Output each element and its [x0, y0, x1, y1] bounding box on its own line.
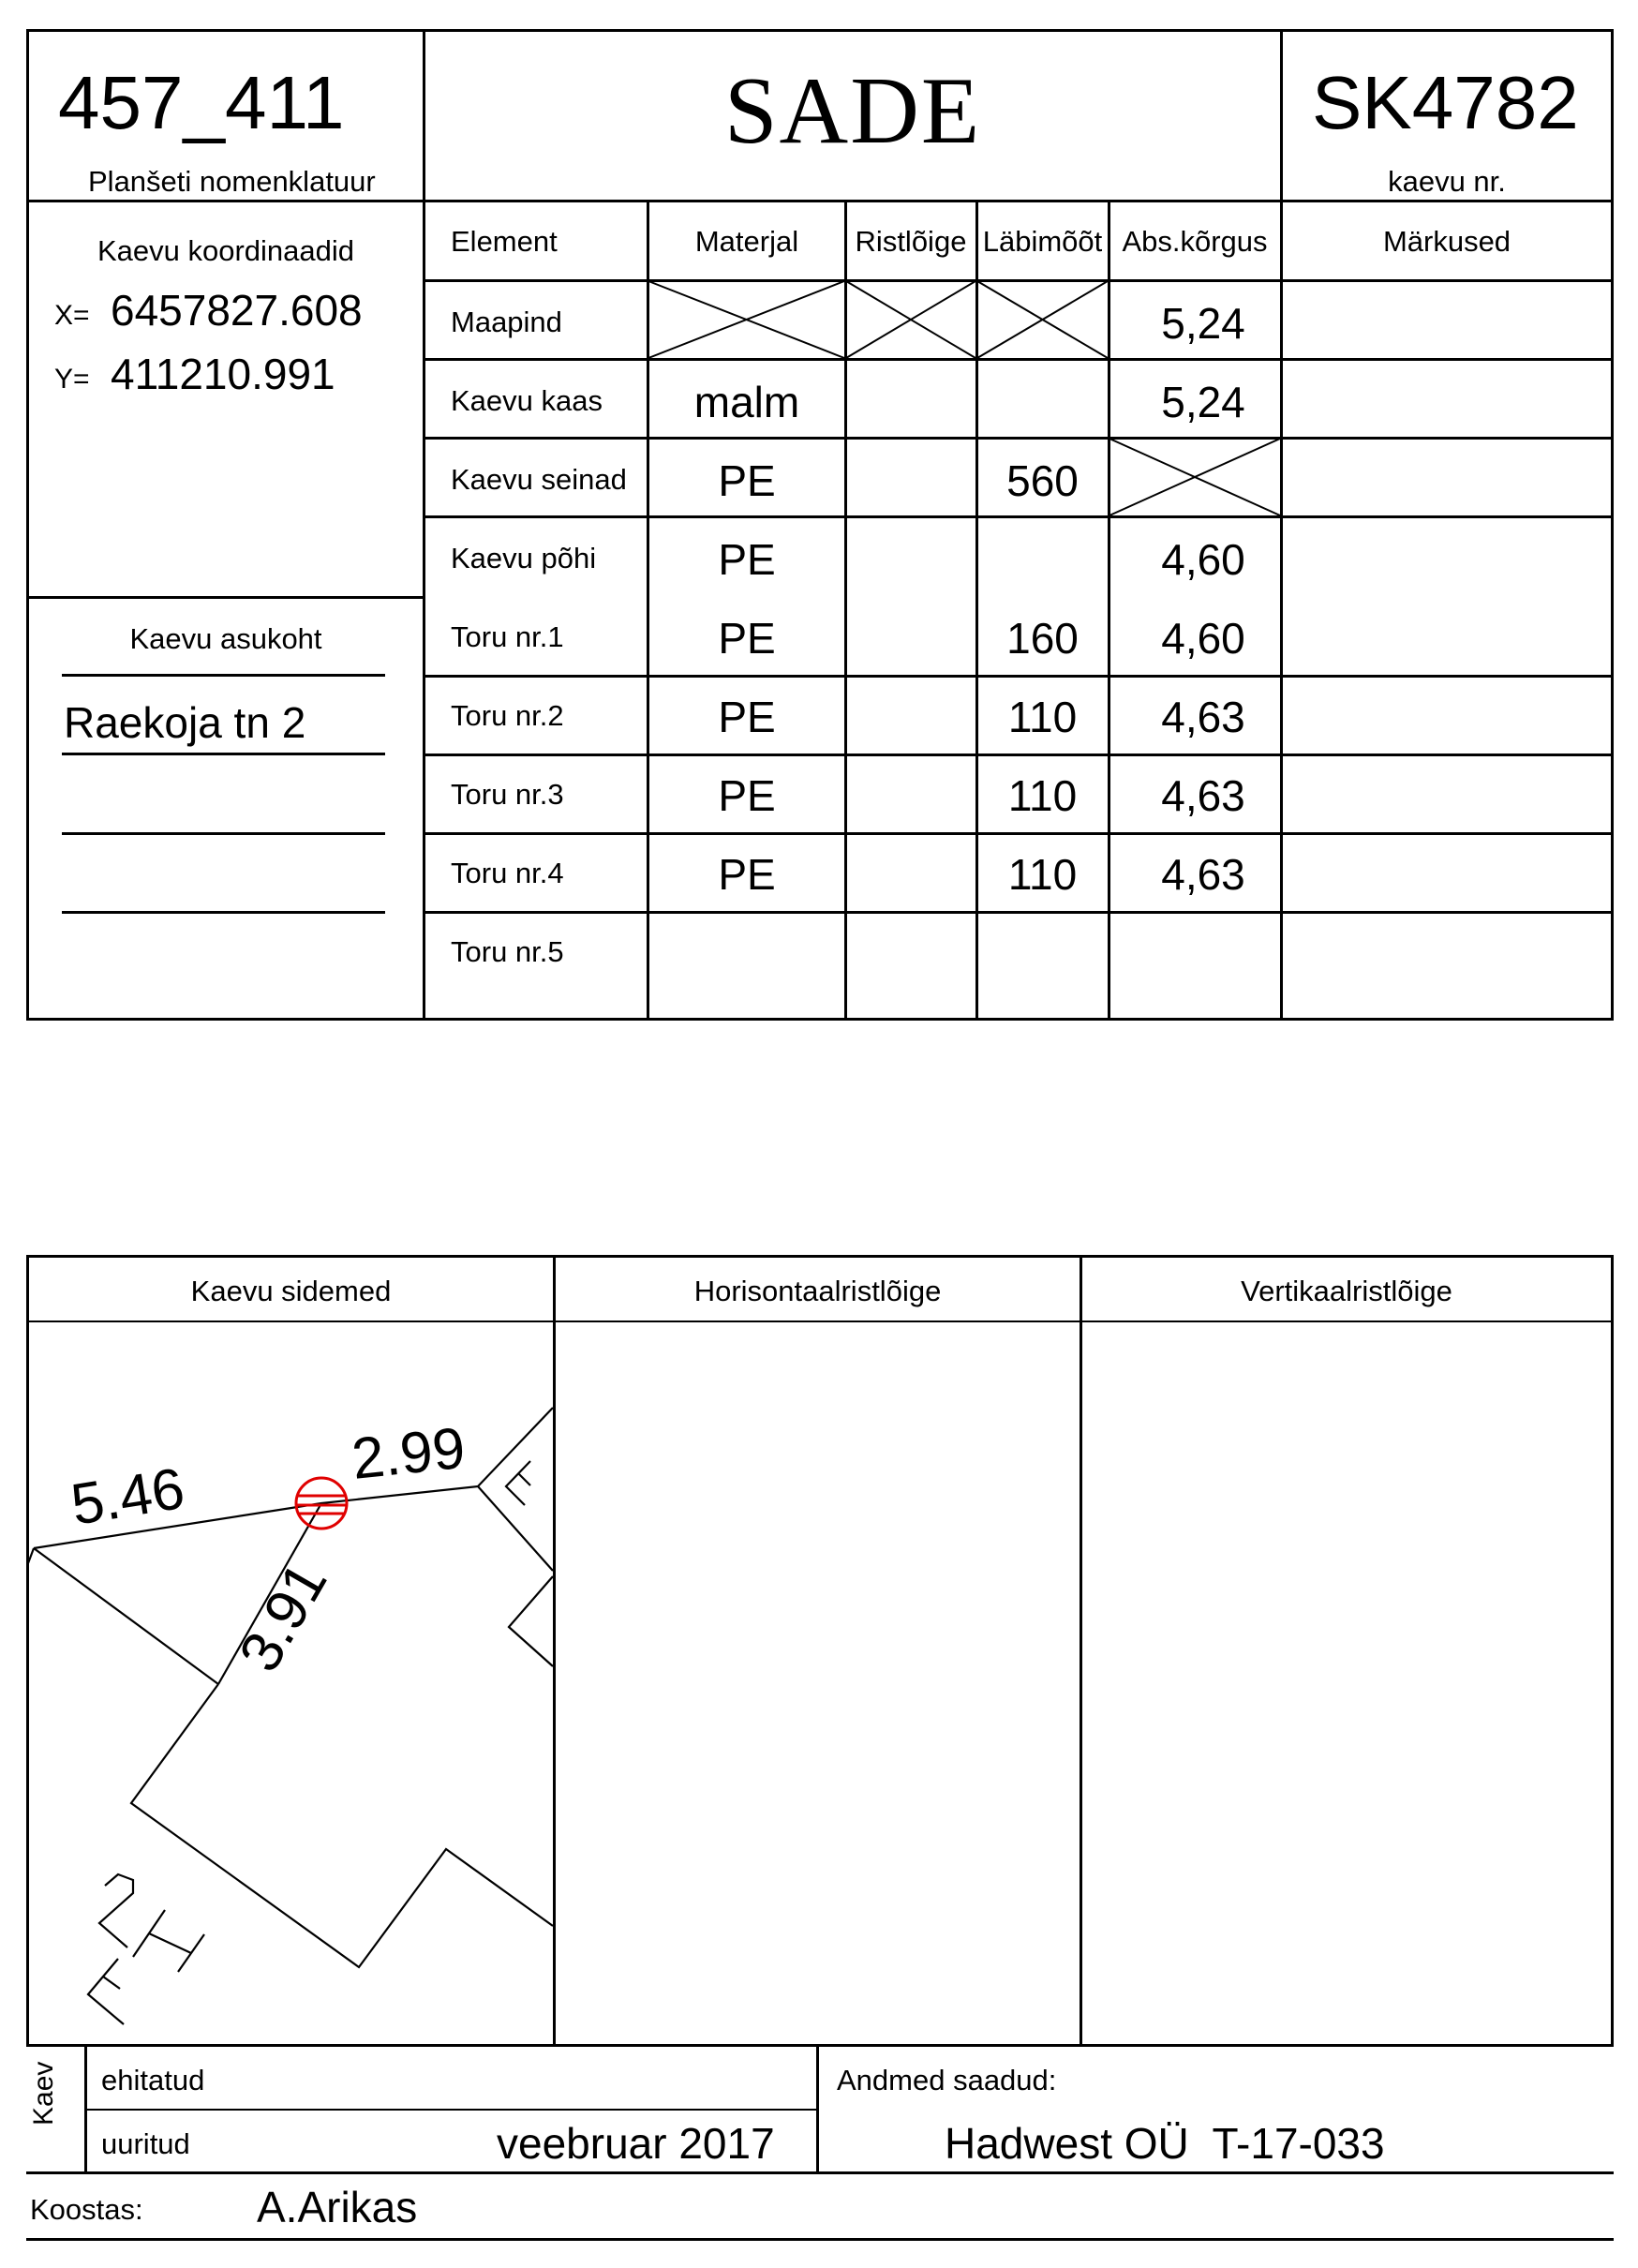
material-walls: PE: [718, 456, 776, 505]
diameter-pipe-3: 110: [1007, 771, 1078, 820]
built-label: ehitatud: [101, 2064, 205, 2096]
elevation-ground: 5,24: [1161, 299, 1245, 348]
author-name: A.Arikas: [257, 2183, 418, 2231]
header-elevation: Abs.kõrgus: [1122, 225, 1268, 258]
dimension-2-99: 2.99: [349, 1415, 469, 1492]
element-pipe-5: Toru nr.5: [451, 935, 564, 968]
data-source-label: Andmed saadud:: [837, 2064, 1057, 2096]
well-number-label: kaevu nr.: [1388, 165, 1506, 198]
dimension-3-91: 3.91: [227, 1551, 340, 1682]
sheet-nomenclature-label: Planšeti nomenklatuur: [88, 165, 376, 198]
diameter-pipe-2: 110: [1007, 693, 1078, 741]
sheet-nomenclature: 457_411: [58, 61, 345, 144]
material-lid: malm: [693, 378, 800, 426]
elevation-bottom: 4,60: [1161, 535, 1245, 584]
data-source: Hadwest OÜ T-17-033: [945, 2119, 1385, 2168]
location-line-1: Raekoja tn 2: [64, 698, 306, 747]
diameter-walls: 560: [1006, 456, 1079, 505]
header-notes: Märkused: [1382, 225, 1511, 258]
vertical-section-label: Vertikaalristlõige: [1241, 1275, 1452, 1307]
dimension-5-46: 5.46: [67, 1455, 189, 1538]
elevation-pipe-4: 4,63: [1161, 850, 1245, 899]
x-coordinate: 6457827.608: [111, 286, 363, 335]
material-bottom: PE: [718, 535, 776, 584]
compiled-label: Koostas:: [30, 2193, 143, 2226]
element-pipe-3: Toru nr.3: [451, 778, 564, 811]
well-number: SK4782: [1312, 61, 1579, 144]
links-label: Kaevu sidemed: [190, 1275, 392, 1307]
material-pipe-1: PE: [718, 614, 776, 663]
element-pipe-4: Toru nr.4: [451, 857, 564, 889]
header-diameter: Läbimõõt: [982, 225, 1103, 258]
element-pipe-2: Toru nr.2: [451, 699, 564, 732]
element-pipe-1: Toru nr.1: [451, 620, 564, 653]
elevation-lid: 5,24: [1161, 378, 1245, 426]
diameter-pipe-4: 110: [1007, 850, 1078, 899]
header-element: Element: [451, 225, 558, 258]
element-ground: Maapind: [451, 306, 562, 338]
location-label: Kaevu asukoht: [129, 622, 322, 655]
element-walls: Kaevu seinad: [451, 463, 627, 496]
elevation-pipe-3: 4,63: [1161, 771, 1245, 820]
x-coordinate-label: X=: [54, 300, 90, 331]
diameter-pipe-1: 160: [1006, 614, 1079, 663]
well-side-label: Kaev: [28, 2061, 59, 2126]
element-bottom: Kaevu põhi: [451, 542, 597, 574]
well-symbol: [296, 1478, 347, 1529]
material-pipe-3: PE: [718, 771, 776, 820]
survey-date: veebruar 2017: [497, 2119, 775, 2168]
elevation-pipe-1: 4,60: [1161, 614, 1245, 663]
elevation-pipe-2: 4,63: [1161, 693, 1245, 741]
header-material: Materjal: [694, 225, 799, 258]
header-cross-section: Ristlõige: [855, 225, 967, 258]
surveyed-label: uuritud: [101, 2127, 190, 2160]
coordinates-label: Kaevu koordinaadid: [97, 234, 355, 267]
y-coordinate: 411210.991: [111, 350, 335, 398]
page-title: SADE: [723, 58, 982, 164]
element-lid: Kaevu kaas: [451, 384, 603, 417]
y-coordinate-label: Y=: [54, 364, 90, 395]
horizontal-section-label: Horisontaalristlõige: [693, 1275, 942, 1307]
material-pipe-2: PE: [718, 693, 776, 741]
material-pipe-4: PE: [718, 850, 776, 899]
